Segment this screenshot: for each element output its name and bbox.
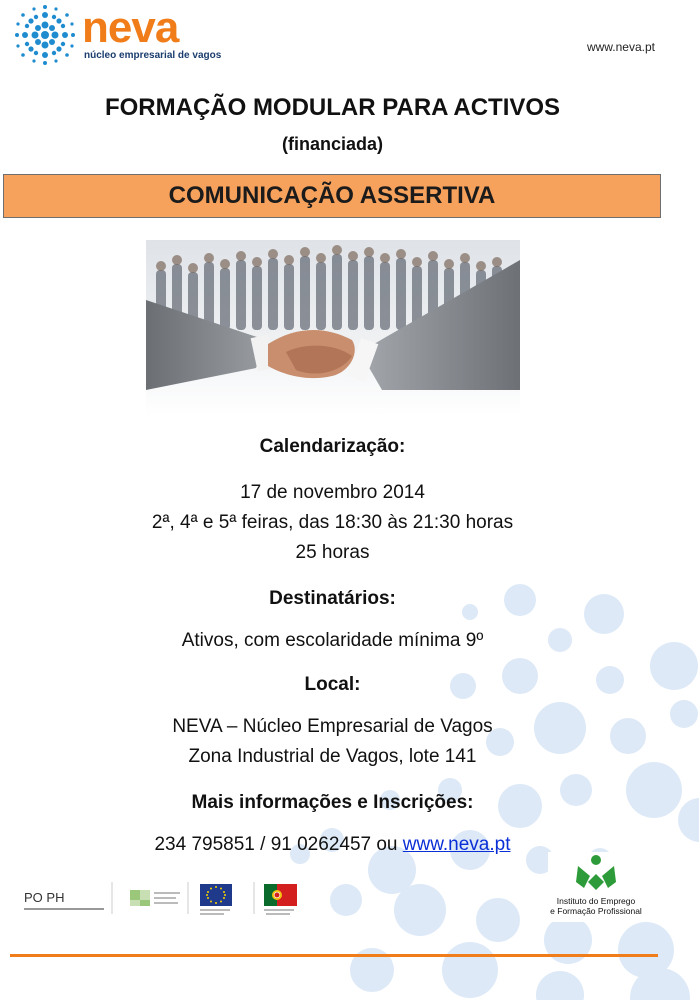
schedule-duration: 25 horas — [295, 542, 370, 563]
course-banner: COMUNICAÇÃO ASSERTIVA — [3, 174, 661, 218]
page-subtitle: (financiada) — [281, 134, 383, 154]
location-heading: Local: — [304, 674, 361, 695]
portugal-flag-icon — [264, 884, 297, 915]
schedule-date: 17 de novembro 2014 — [240, 482, 425, 503]
handshake-photo — [146, 240, 520, 416]
header-url: www.neva.pt — [586, 40, 655, 54]
iefp-logo — [548, 852, 644, 922]
poph-logo: PO PH — [24, 890, 65, 905]
neva-logo-dots-icon — [12, 4, 78, 66]
iefp-symbol-icon — [548, 852, 644, 896]
audience-text: Ativos, com escolaridade mínima 9º — [181, 630, 484, 651]
audience-heading: Destinatários: — [269, 588, 396, 609]
schedule-days: 2ª, 4ª e 5ª feiras, das 18:30 às 21:30 horas — [151, 512, 514, 533]
schedule-heading: Calendarização: — [259, 436, 406, 457]
logo-subtitle: núcleo empresarial de vagos — [84, 50, 222, 61]
neva-logo — [12, 3, 222, 66]
eu-flag-icon — [200, 884, 232, 915]
contacts-phones: 234 795851 / 91 0262457 ou — [154, 834, 403, 855]
location-line2: Zona Industrial de Vagos, lote 141 — [188, 746, 477, 767]
iefp-line1: Instituto do Emprego — [556, 896, 636, 906]
website-link[interactable]: www.neva.pt — [402, 834, 511, 855]
contacts-heading: Mais informações e Inscrições: — [191, 792, 474, 813]
iefp-line2: e Formação Profissional — [550, 906, 642, 916]
bottom-divider — [10, 954, 658, 957]
funding-logos — [14, 878, 320, 918]
location-line1: NEVA – Núcleo Empresarial de Vagos — [172, 716, 493, 737]
iefp-label — [548, 896, 644, 916]
logo-wordmark: neva — [82, 3, 179, 52]
page-title: FORMAÇÃO MODULAR PARA ACTIVOS — [104, 94, 561, 121]
qren-logo — [130, 890, 180, 906]
